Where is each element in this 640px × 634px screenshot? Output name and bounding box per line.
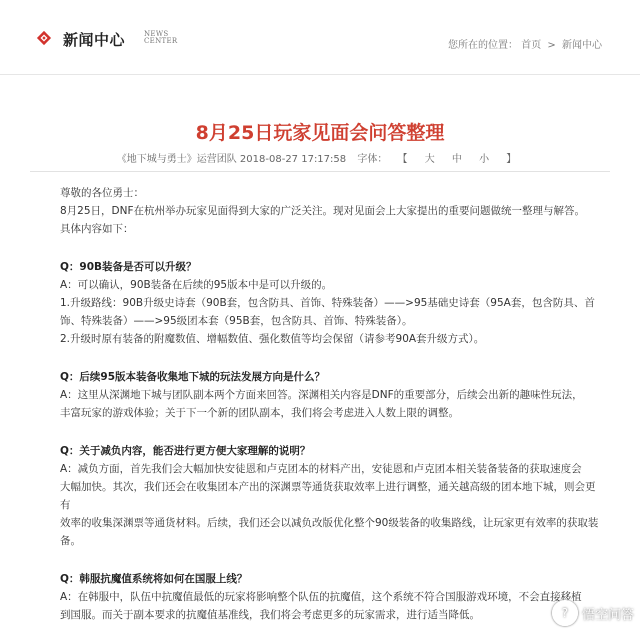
news-center-logo-icon	[36, 30, 52, 46]
site-header	[0, 0, 640, 75]
article-date: 2018-08-27 17:17:58	[239, 154, 347, 165]
bracket-close: 】	[506, 154, 517, 165]
font-size-label: 字体：	[357, 154, 388, 165]
question-3: Q：关于减负内容，能否进行更方便大家理解的说明？	[60, 445, 311, 457]
font-size-switcher	[391, 154, 524, 165]
question-1: Q：90B装备是否可以升级？	[60, 261, 197, 273]
answer-4-line-2: 到国服。而关于副本要求的抗魔值基准线，我们将会考虑更多的玩家需求，进行适当降低。	[60, 609, 480, 621]
article-source: 《地下城与勇士》运营团队	[116, 154, 237, 165]
breadcrumb-separator: >	[547, 40, 556, 51]
answer-1-line-3: 饰、特殊装备）——>95级团本套（95B套，包含防具、首饰、特殊装备）。	[60, 315, 413, 327]
article-body	[60, 184, 605, 624]
font-medium-button[interactable]: 中	[451, 154, 462, 165]
watermark-text: 悟空问答	[581, 607, 634, 623]
article-meta	[0, 150, 640, 165]
breadcrumb-home-link[interactable]: 首页	[521, 40, 542, 51]
answer-4-line-1: A：在韩服中，队伍中抗魔值最低的玩家将影响整个队伍的抗魔值，这个系统不符合国服游戏环境，不会直接移植	[60, 591, 582, 603]
wukong-watermark	[552, 600, 634, 626]
font-small-button[interactable]: 小	[479, 154, 490, 165]
font-large-button[interactable]: 大	[424, 154, 435, 165]
answer-3-line-3: 效率的收集深渊票等通货材料。后续，我们还会以减负改版优化整个90级装备的收集路线，让玩家更有效率的获取装	[60, 517, 599, 529]
answer-3-line-2: 大幅加快。其次，我们还会在收集团本产出的深渊票等通货获取效率上进行调整，通关越高级的团本地下城，则会更有	[60, 481, 596, 511]
logo-subtitle: NEWS CENTER	[144, 30, 178, 45]
question-2: Q：后续95版本装备收集地下城的玩法发展方向是什么？	[60, 371, 326, 383]
answer-1-line-2: 1.升级路线：90B升级史诗套（90B套，包含防具、首饰、特殊装备）——>95基础史诗套（95A套，包含防具、首	[60, 297, 595, 309]
article-title: 8月25日玩家见面会问答整理	[195, 122, 445, 144]
question-bubble-icon: ?	[552, 600, 578, 626]
answer-2-line-1: A：这里从深渊地下城与团队副本两个方面来回答。深渊相关内容是DNF的重要部分，后续会出新的趣味性玩法，	[60, 389, 583, 401]
breadcrumb-current-link[interactable]: 新闻中心	[562, 40, 602, 51]
bracket-open: 【	[397, 154, 408, 165]
answer-3-line-4: 备。	[60, 535, 81, 547]
intro-paragraph: 8月25日，DNF在杭州举办玩家见面得到大家的广泛关注。现对见面会上大家提出的重要问题做统一整理与解答。	[60, 205, 586, 217]
breadcrumb-prefix: 您所在的位置：	[448, 40, 519, 51]
answer-1-line-4: 2.升级时原有装备的附魔数值、增幅数值、强化数值等均会保留（请参考90A套升级方式）。	[60, 333, 485, 345]
answer-3-line-1: A：减负方面，首先我们会大幅加快安徒恩和卢克团本的材料产出，安徒恩和卢克团本相关装备装备的获取速度会	[60, 463, 582, 475]
logo-title[interactable]: 新闻中心	[63, 31, 126, 49]
answer-2-line-2: 丰富玩家的游戏体验；关于下一个新的团队副本，我们将会考虑进入人数上限的调整。	[60, 407, 459, 419]
question-4: Q：韩服抗魔值系统将如何在国服上线？	[60, 573, 248, 585]
title-divider	[30, 171, 610, 172]
greeting: 尊敬的各位勇士：	[60, 187, 144, 199]
breadcrumb	[448, 36, 602, 51]
answer-1-line-1: A：可以确认，90B装备在后续的95版本中是可以升级的。	[60, 279, 333, 291]
intro-paragraph-2: 具体内容如下：	[60, 223, 134, 235]
